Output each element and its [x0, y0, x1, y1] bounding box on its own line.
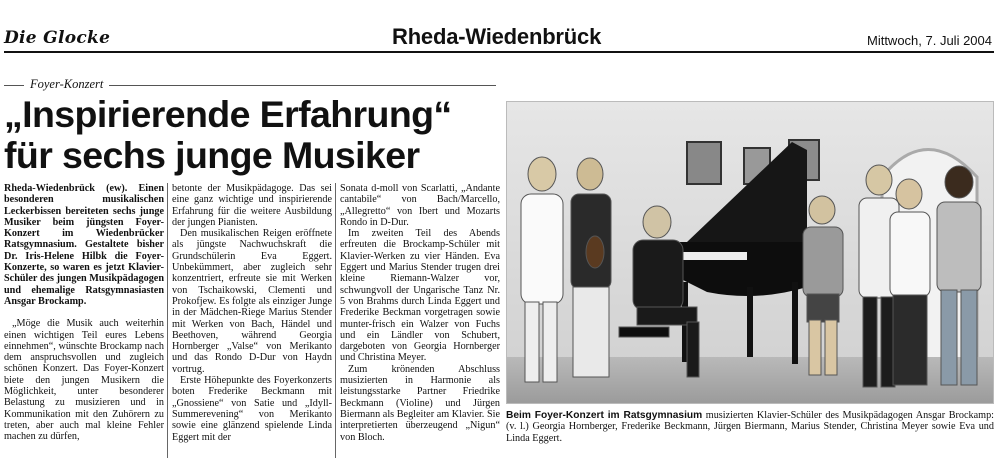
photo-illustration [507, 102, 994, 404]
body-paragraph: betonte der Musikpädagoge. Das sei eine ganz wichtige und inspirierende Erfahrung für die weitere Ausbildung der jungen Pianisten. [172, 183, 332, 228]
photo-caption [506, 410, 994, 444]
caption-lead: Beim Foyer-Konzert im Ratsgymnasium [506, 410, 703, 421]
headline-line-2: für sechs junge Musiker [4, 134, 420, 176]
wall-picture [687, 142, 721, 184]
body-paragraph: Im zweiten Teil des Abends erfreuten die Brockamp-Schüler mit Klavier-Werken zu vier Händen. Eva Eggert und Marius Stender trugen drei kleine Riemann-Walzer vor, schwungvoll der Ungarische Tanz Nr. 5 von Brahms durch Linda Eggert und Frederike Beckman vorgetragen sowie munter-frisch ein Walzer von Fuchs und ein Ländler von Schubert, dargeboten von Georgia Hornberger und Christina Meyer. [340, 228, 500, 364]
lead-text: Einen besonderen musikalischen Leckerbissen bereiteten sechs junge Musiker beim jüngsten Foyer-Konzert im Wiedenbrücker Ratsgymnasium. Gestaltete bisher Dr. Iris-Helene Hilbk die Foyer-Konzerte, so waren es jetzt Klavier-Schüler des jungen Musikpädagogen und ehemalige Ratsgymnasiasten Ansgar Brockamp. [4, 183, 164, 307]
issue-date: Mittwoch, 7. Juli 2004 [866, 33, 992, 48]
caption-text: musizierten Klavier-Schüler des Musikpädagogen Ansgar Brockamp: (v. l.) Georgia Hornberger, Frederike Beckmann, Jürgen Biermann, Marius Stender, Christina Meyer sowie Eva und Linda Eggert. [506, 410, 994, 444]
article-headline [4, 94, 499, 176]
article-column-1 [4, 183, 164, 443]
body-paragraph: Zum krönenden Abschluss musizierten in Harmonie als leistungsstarke Partner Friedrike Beckmann (Violine) und Jürgen Biermann als Begleiter am Klavier. Sie interpretierten überzeugend „Nigun“ von Bloch. [340, 363, 500, 443]
concert-photo [506, 101, 994, 404]
masthead-rule [4, 51, 994, 53]
kicker-text: Foyer-Konzert [24, 77, 109, 92]
paper-logo: Die Glocke [4, 28, 111, 48]
body-paragraph: Den musikalischen Reigen eröffnete als jüngste Nachwuchskraft die Grundschülerin Eva Eggert. Unbekümmert, aber zugleich sehr konzentriert, erfreute sie mit Werken von Tschaikowski, Clementi und Prokofjew. Es folgte als einziger Junge in der Mädchen-Riege Marius Stender mit Werken von Bach, Händel und Beethoven, während Georgia Hornberger „Valse“ von Merikanto und das Rondo D-Dur von Haydn vortrug. [172, 228, 332, 375]
headline-line-1: „Inspirierende Erfahrung“ [4, 93, 452, 135]
column-rule [335, 183, 336, 458]
masthead [0, 0, 1000, 52]
column-rule [167, 183, 168, 458]
body-paragraph: Erste Höhepunkte des Foyerkonzerts boten Frederike Beckmann mit „Gnossiene“ von Satie und „Idyll-Summerevening“ von Merikanto sowie eine glänzend spielende Linda Eggert mit der [172, 375, 332, 443]
article-lead [4, 183, 164, 307]
article-column-3 [340, 183, 500, 443]
body-paragraph: „Möge die Musik auch weiterhin einen wichtigen Teil eures Lebens einnehmen“, wünschte Brockamp nach dem anspruchsvollen und zugleich schönen Konzert. Das Foyer-Konzert biete den jungen Musikern die Möglichkeit, unter besonderer Belastung zu musizieren und in Kommunikation mit den Zuhörern zu treten, aber auch mal kleine Fehler machen zu dürfen, [4, 318, 164, 443]
local-section-title: Rheda-Wiedenbrück [392, 24, 602, 49]
dateline: Rheda-Wiedenbrück (ew). [4, 183, 128, 194]
article-kicker [4, 78, 496, 92]
article-column-2 [172, 183, 332, 443]
body-paragraph: Sonata d-moll von Scarlatti, „Andante cantabile“ von Bach/Marcello, „Allegretto“ von Ibert und Mozarts Rondo in D-Dur. [340, 183, 500, 228]
